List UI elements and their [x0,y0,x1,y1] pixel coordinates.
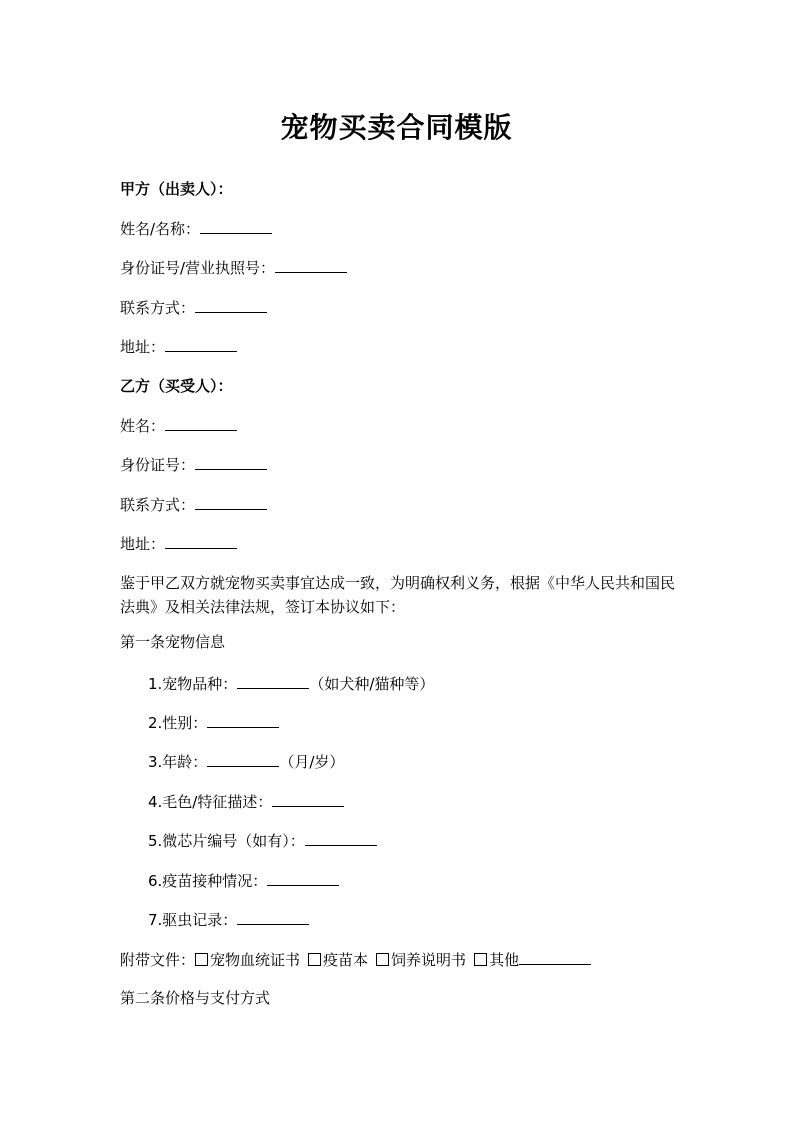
party-a-id-label: 身份证号/营业执照号： [120,259,276,277]
party-a-contact-label: 联系方式： [120,299,196,317]
pet-vaccine-row [148,869,339,892]
pet-age-label: 3.年龄： [148,753,208,771]
party-b-name-label: 姓名： [120,417,166,435]
pet-coat-label: 4.毛色/特征描述： [148,793,273,811]
other-checkbox[interactable] [474,953,487,966]
party-a-name-label: 姓名/名称： [120,220,201,238]
attachment-other-option[interactable] [474,951,591,969]
party-b-address-blank[interactable] [165,532,237,549]
attachments-label: 附带文件： [120,951,196,969]
pet-sex-label: 2.性别： [148,714,208,732]
article-1-heading: 第一条宠物信息 [120,633,226,651]
care-guide-checkbox[interactable] [376,953,389,966]
pet-vaccine-label: 6.疫苗接种情况： [148,872,268,890]
party-b-contact-row [120,493,267,516]
pet-breed-row [148,672,434,695]
pet-age-hint: （月/岁） [279,753,345,771]
party-a-contact-row [120,296,267,319]
party-b-id-blank[interactable] [195,453,267,470]
party-b-id-label: 身份证号： [120,456,196,474]
party-a-address-row [120,335,237,358]
party-b-name-row [120,414,237,437]
attachments-row [120,948,591,971]
party-b-contact-label: 联系方式： [120,496,196,514]
attachment-vaccine-book-option[interactable] [308,951,368,969]
preamble-paragraph: 鉴于甲乙双方就宠物买卖事宜达成一致，为明确权利义务，根据《中华人民共和国民法典》及相关法律法规，签订本协议如下： [120,574,676,616]
attachment-pedigree-option[interactable] [195,951,300,969]
party-b-address-row [120,532,237,555]
pet-sex-row [148,711,279,734]
pet-deworming-row [148,908,309,931]
pet-age-row [148,750,344,773]
pet-coat-blank[interactable] [272,790,344,807]
pet-coat-row [148,790,344,813]
party-b-heading: 乙方（买受人）： [120,377,233,395]
pet-age-blank[interactable] [207,750,279,767]
pedigree-checkbox[interactable] [195,953,208,966]
other-option-label: 其他 [489,951,520,969]
pet-breed-blank[interactable] [237,672,309,689]
party-a-name-blank[interactable] [200,217,272,234]
party-b-address-label: 地址： [120,535,166,553]
party-a-contact-blank[interactable] [195,296,267,313]
pet-breed-label: 1.宠物品种： [148,675,238,693]
pet-deworming-blank[interactable] [237,908,309,925]
pedigree-option-label: 宠物血统证书 [210,951,301,969]
party-a-heading: 甲方（出卖人）： [120,180,233,198]
party-a-name-row [120,217,272,240]
party-a-address-blank[interactable] [165,335,237,352]
pet-vaccine-blank[interactable] [267,869,339,886]
pet-microchip-blank[interactable] [305,829,377,846]
party-b-contact-blank[interactable] [195,493,267,510]
attachment-care-guide-option[interactable] [376,951,466,969]
vaccine-book-option-label: 疫苗本 [323,951,369,969]
party-a-address-label: 地址： [120,338,166,356]
care-guide-option-label: 饲养说明书 [391,951,467,969]
pet-breed-hint: （如犬种/猫种等） [309,675,435,693]
document-title: 宠物买卖合同模版 [280,111,513,144]
party-b-name-blank[interactable] [165,414,237,431]
pet-deworming-label: 7.驱虫记录： [148,911,238,929]
party-a-id-row [120,256,347,279]
other-blank[interactable] [519,948,591,965]
party-b-id-row [120,453,267,476]
party-a-id-blank[interactable] [275,256,347,273]
pet-microchip-row [148,829,377,852]
pet-microchip-label: 5.微芯片编号（如有）： [148,832,305,850]
pet-sex-blank[interactable] [207,711,279,728]
article-2-heading: 第二条价格与支付方式 [120,989,271,1007]
vaccine-book-checkbox[interactable] [308,953,321,966]
